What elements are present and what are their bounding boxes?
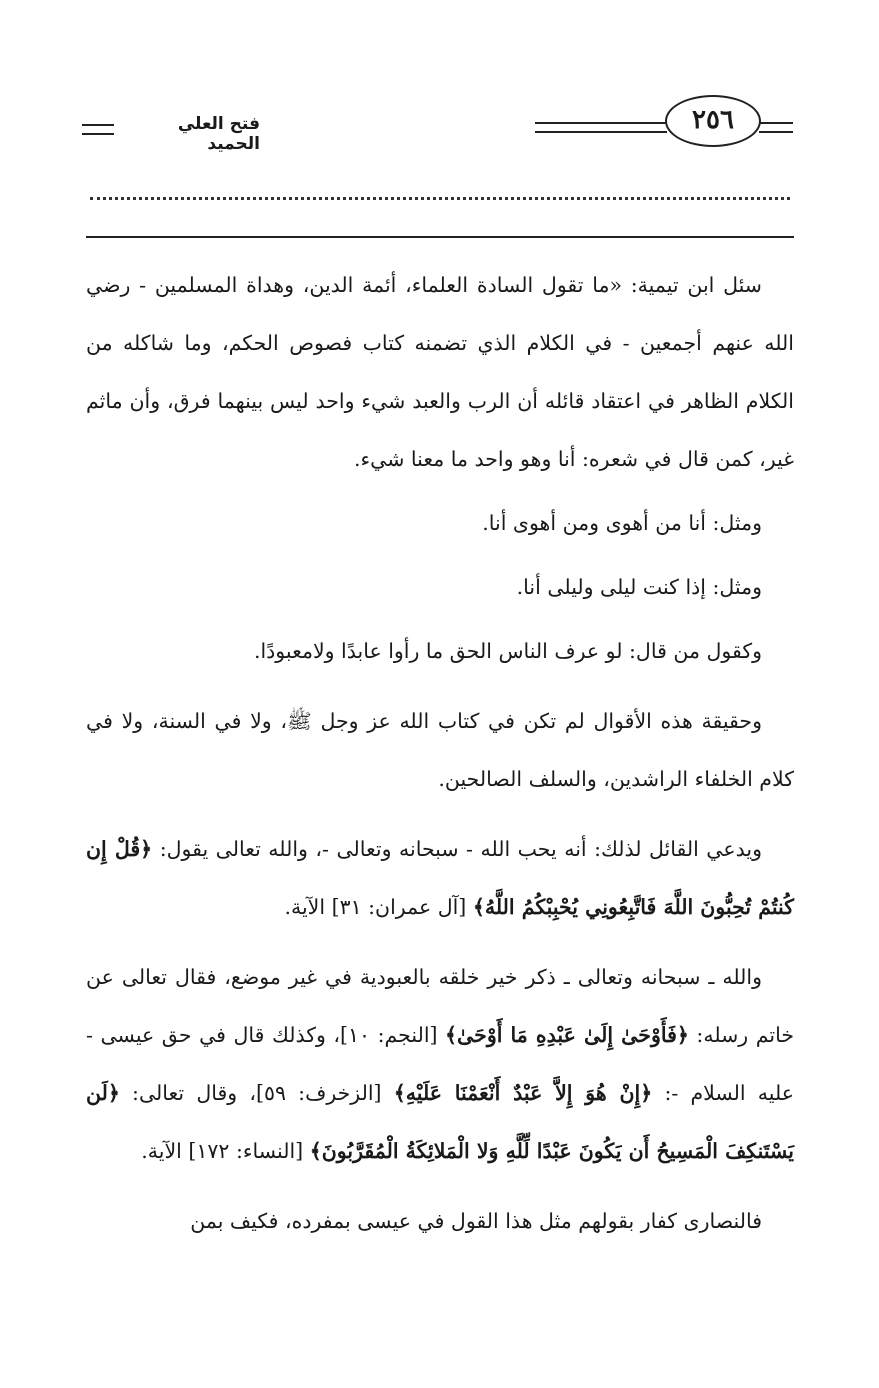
quran-verse: ﴿قُلْ إِن كُنتُمْ تُحِبُّونَ اللَّهَ فَاتَّبِعُونِي يُحْبِبْكُمُ اللَّهُ﴾ [86, 837, 794, 919]
text-run: فالنصارى كفار بقولهم مثل هذا القول في عيسى بمفرده، فكيف بمن [190, 1209, 762, 1233]
text-run: والله ـ سبحانه وتعالى ـ ذكر خير خلقه بالعبودية في غير موضع، فقال تعالى عن خاتم رسله: [86, 965, 794, 1047]
quran-verse: ﴿لَن يَسْتَنكِفَ الْمَسِيحُ أَن يَكُونَ عَبْدًا لِّلَّهِ وَلا الْمَلائِكَةُ الْمُقَرَّبُونَ﴾ [86, 1081, 794, 1163]
page-number-frame [665, 95, 761, 147]
text-run: [النساء: ١٧٢] الآية. [141, 1139, 310, 1163]
paragraph [86, 494, 794, 552]
text-run: ومثل: إذا كنت ليلى وليلى أنا. [516, 575, 762, 599]
quran-verse: ﴿إِنْ هُوَ إِلاَّ عَبْدٌ أَنْعَمْنَا عَلَيْهِ﴾ [393, 1081, 653, 1105]
text-run: وحقيقة هذه الأقوال لم تكن في كتاب الله عز وجل ﷺ، ولا في السنة، ولا في كلام الخلفاء الراشدين، والسلف الصالحين. [86, 709, 794, 791]
text-run: [الزخرف: ٥٩]، وقال تعالى: [119, 1081, 394, 1105]
quran-verse: ﴿فَأَوْحَىٰ إِلَىٰ عَبْدِهِ مَا أَوْحَىٰ﴾ [445, 1023, 689, 1047]
paragraph [86, 622, 794, 680]
text-run: وكقول من قال: لو عرف الناس الحق ما رأوا عابدًا ولامعبودًا. [253, 639, 762, 663]
paragraph [86, 948, 794, 1180]
header-rule-middle [535, 122, 667, 133]
header-rule-right [759, 122, 793, 133]
text-run: [آل عمران: ٣١] الآية. [284, 895, 473, 919]
text-run: [النجم: ١٠]، وكذلك قال في حق عيسى - عليه السلام -: [86, 1023, 794, 1105]
text-run: ويدعي القائل لذلك: أنه يحب الله - سبحانه وتعالى -، والله تعالى يقول: [152, 837, 762, 861]
page-number: ٢٥٦ [692, 105, 734, 135]
text-run: ومثل: أنا من أهوى ومن أهوى أنا. [482, 511, 762, 535]
text-run: سئل ابن تيمية: «ما تقول السادة العلماء، أئمة الدين، وهداة المسلمين - رضي الله عنهم أجمعين - في الكلام الذي تضمنه كتاب فصوص الحكم، وما شاكله من الكلام الظاهر في اعتقاد قائله أن الرب والعبد شيء واحد ليس بينهما فرق، وأن ماثم غير، كمن قال في شعره: أنا وهو واحد ما معنا شيء. [86, 273, 794, 471]
body-text [86, 256, 794, 1262]
book-title: فتح العلي الحميد [177, 114, 260, 154]
solid-separator [86, 236, 794, 238]
dotted-separator [90, 197, 790, 200]
paragraph [86, 692, 794, 808]
paragraph [86, 1192, 794, 1250]
header-rule-left [82, 124, 114, 135]
paragraph [86, 820, 794, 936]
paragraph [86, 256, 794, 488]
paragraph [86, 558, 794, 616]
